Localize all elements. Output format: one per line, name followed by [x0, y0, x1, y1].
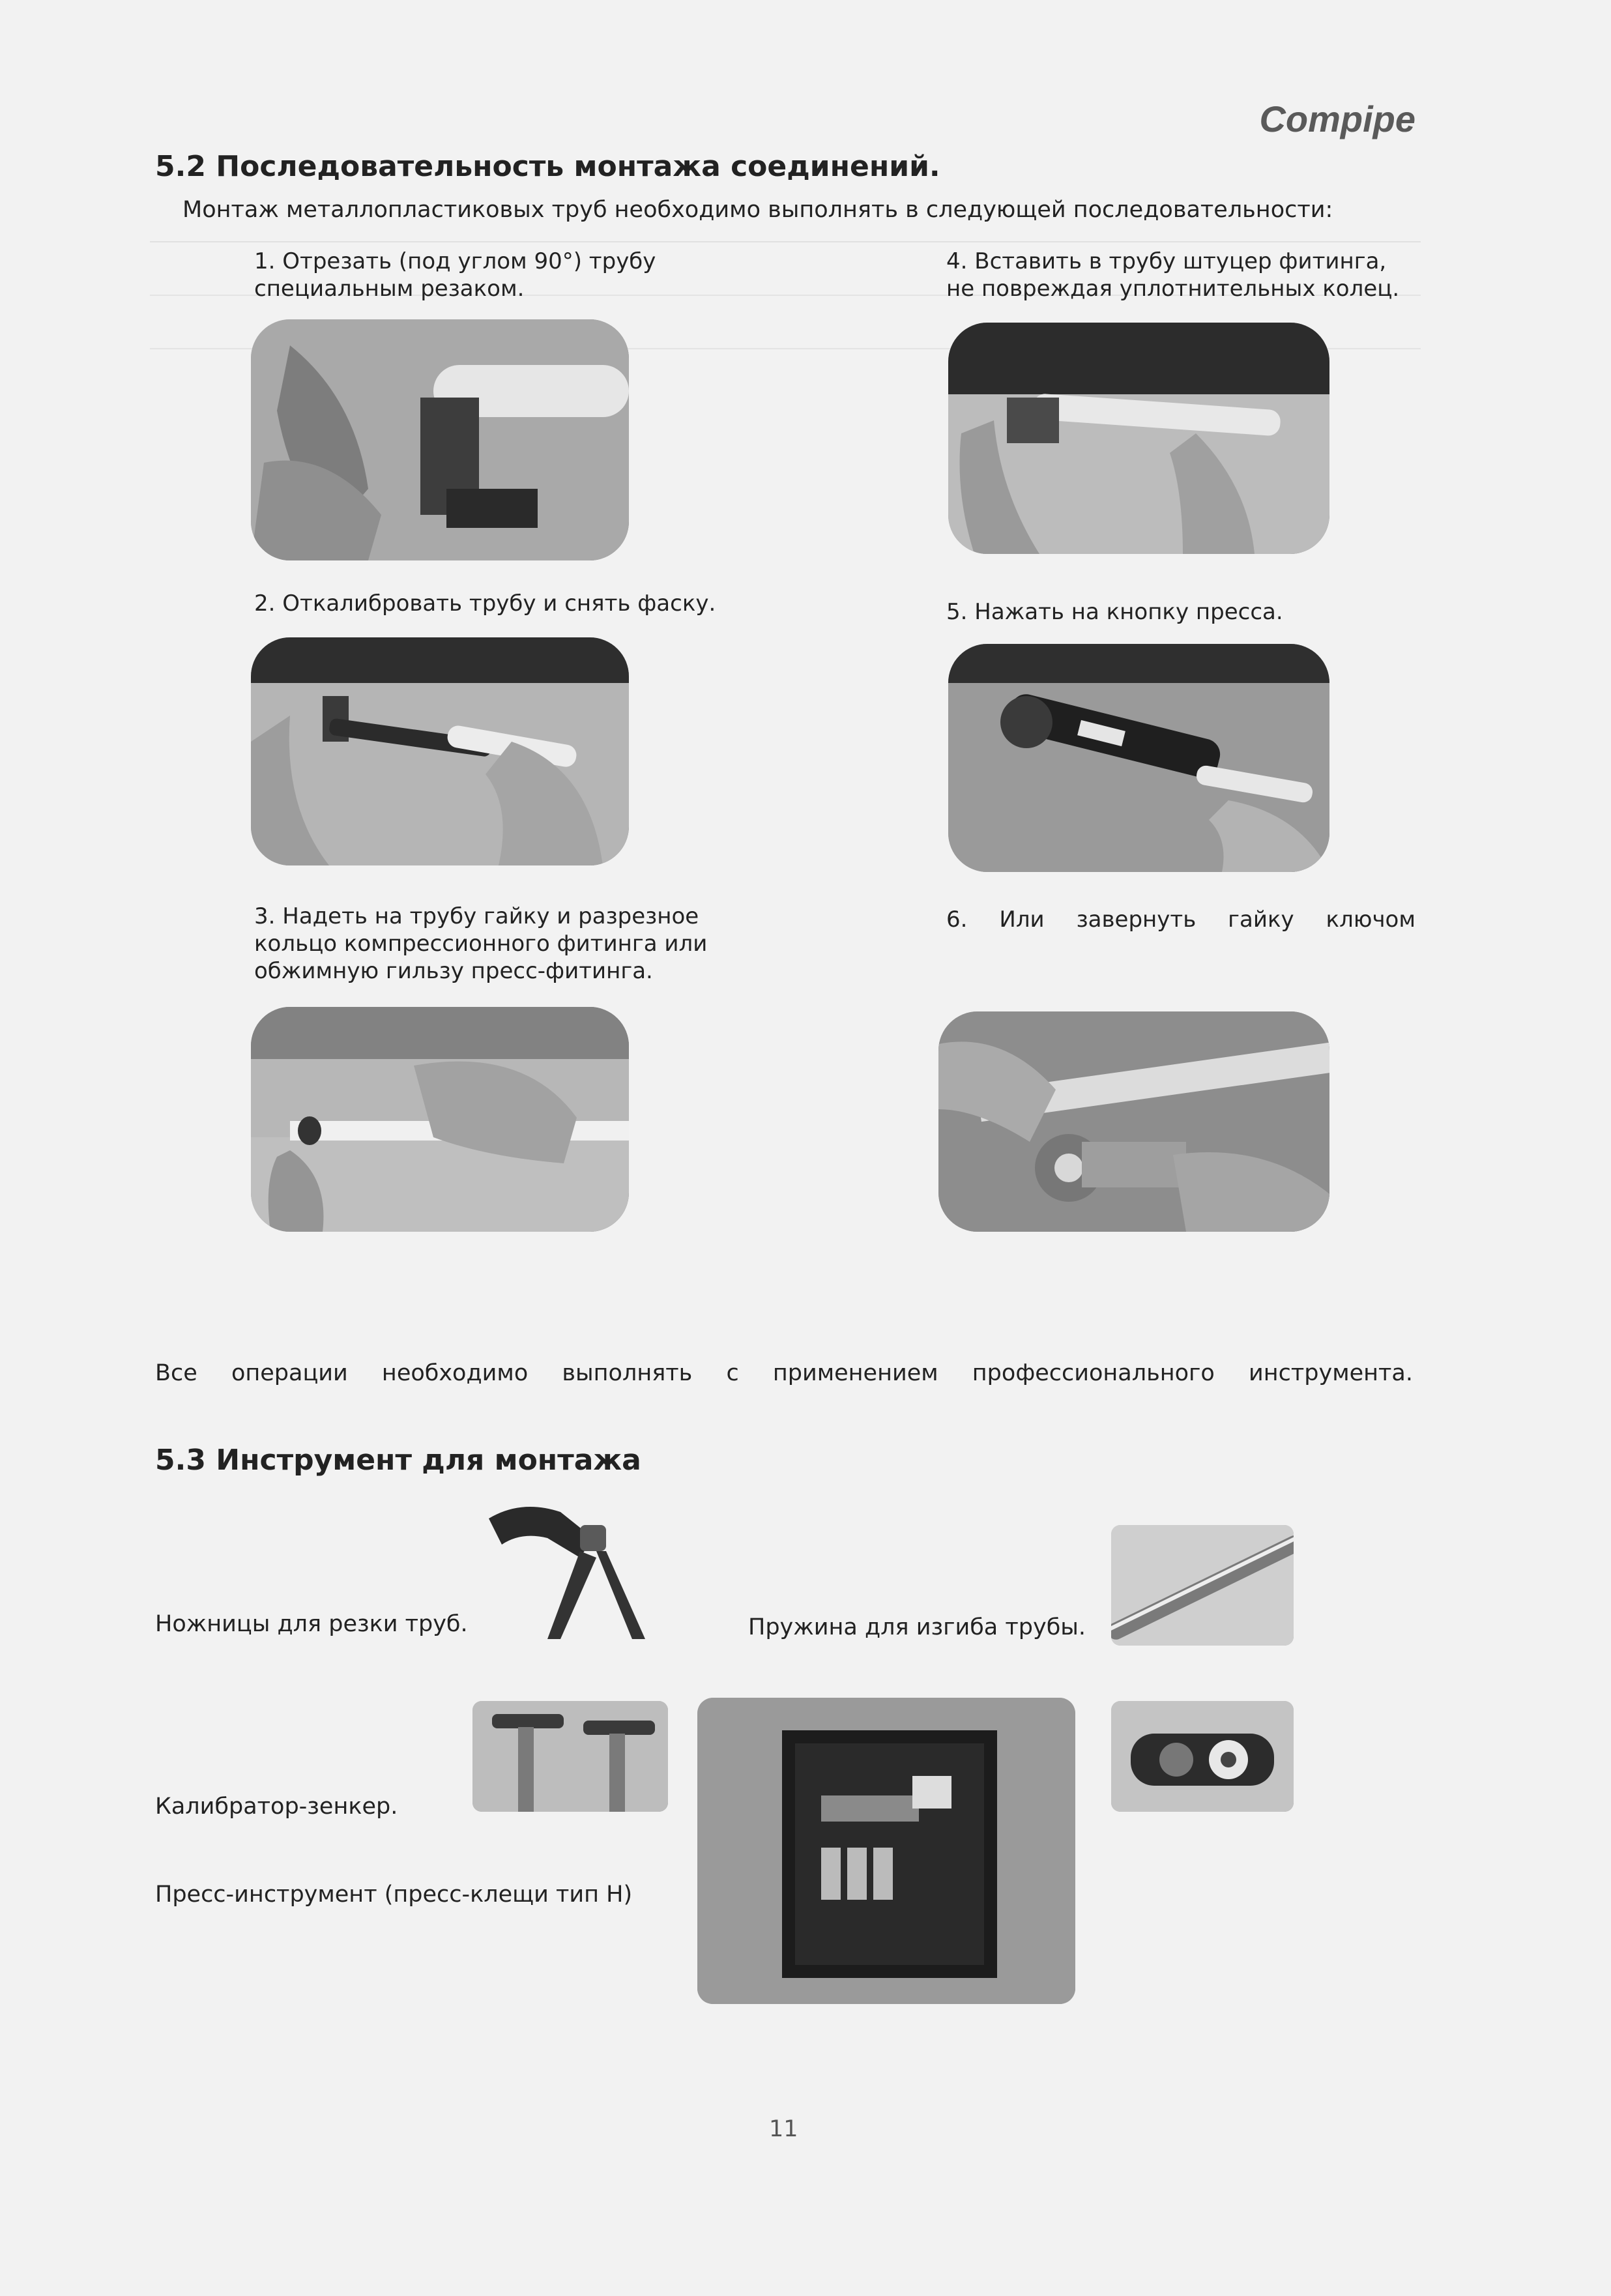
- calibrator-reamer-icon: [472, 1701, 668, 1812]
- step-6-caption: 6. Или завернуть гайку ключом: [946, 907, 1415, 933]
- step-1-line: специальным резаком.: [254, 276, 525, 302]
- step-2-caption: 2. Откалибровать трубу и снять фаску.: [254, 590, 716, 617]
- press-jaws-icon: [1111, 1701, 1294, 1812]
- tool-label-press: Пресс-инструмент (пресс-клещи тип H): [155, 1882, 633, 1908]
- step-4-caption: [946, 248, 1435, 302]
- step-4-line: не повреждая уплотнительных колец.: [946, 276, 1400, 302]
- step-1-photo: [251, 319, 629, 560]
- bending-spring-image: [1111, 1525, 1294, 1646]
- wrench-photo-icon: [938, 1011, 1329, 1232]
- step-1-line: 1. Отрезать (под углом 90°) трубу: [254, 248, 656, 274]
- tools-heading: 5.3 Инструмент для монтажа: [155, 1444, 641, 1477]
- step-3-caption: [254, 903, 710, 985]
- step-4-photo: [948, 323, 1329, 554]
- step-2-photo: [251, 637, 629, 865]
- press-tool-image: [697, 1698, 1075, 2004]
- pipe-cutter-photo-icon: [251, 319, 629, 560]
- section-intro: Монтаж металлопластиковых труб необходимо выполнять в следующей последовательности:: [182, 197, 1333, 223]
- pipe-scissors-icon: [482, 1499, 658, 1639]
- page-number: 11: [769, 2116, 798, 2142]
- step-1-caption: [254, 248, 710, 302]
- step-5-caption: 5. Нажать на кнопку пресса.: [946, 599, 1283, 625]
- tool-label-calibrator: Калибратор-зенкер.: [155, 1794, 398, 1820]
- step-3-line: кольцо компрессионного фитинга или: [254, 931, 708, 957]
- fitting-insert-photo-icon: [948, 323, 1329, 554]
- nut-ring-photo-icon: [251, 1007, 629, 1232]
- section-heading: 5.2 Последовательность монтажа соединений.: [155, 150, 940, 183]
- operations-note: Все операции необходимо выполнять с применением профессионального инструмента.: [155, 1360, 1413, 1386]
- step-5-photo: [948, 644, 1329, 872]
- step-6-photo: [938, 1011, 1329, 1232]
- step-4-line: 4. Вставить в трубу штуцер фитинга,: [946, 248, 1387, 274]
- press-button-photo-icon: [948, 644, 1329, 872]
- calibrator-image: [472, 1701, 668, 1812]
- step-3-line: обжимную гильзу пресс-фитинга.: [254, 958, 653, 984]
- tool-label-scissors: Ножницы для резки труб.: [155, 1611, 468, 1637]
- tool-label-spring: Пружина для изгиба трубы.: [748, 1614, 1086, 1640]
- pipe-scissors-image: [482, 1499, 658, 1639]
- bending-spring-icon: [1111, 1525, 1294, 1646]
- step-3-photo: [251, 1007, 629, 1232]
- press-case-icon: [697, 1698, 1075, 2004]
- brand-logo: Compipe: [1259, 98, 1415, 139]
- calibrator-photo-icon: [251, 637, 629, 865]
- step-3-line: 3. Надеть на трубу гайку и разрезное: [254, 903, 699, 929]
- press-jaws-image: [1111, 1701, 1294, 1812]
